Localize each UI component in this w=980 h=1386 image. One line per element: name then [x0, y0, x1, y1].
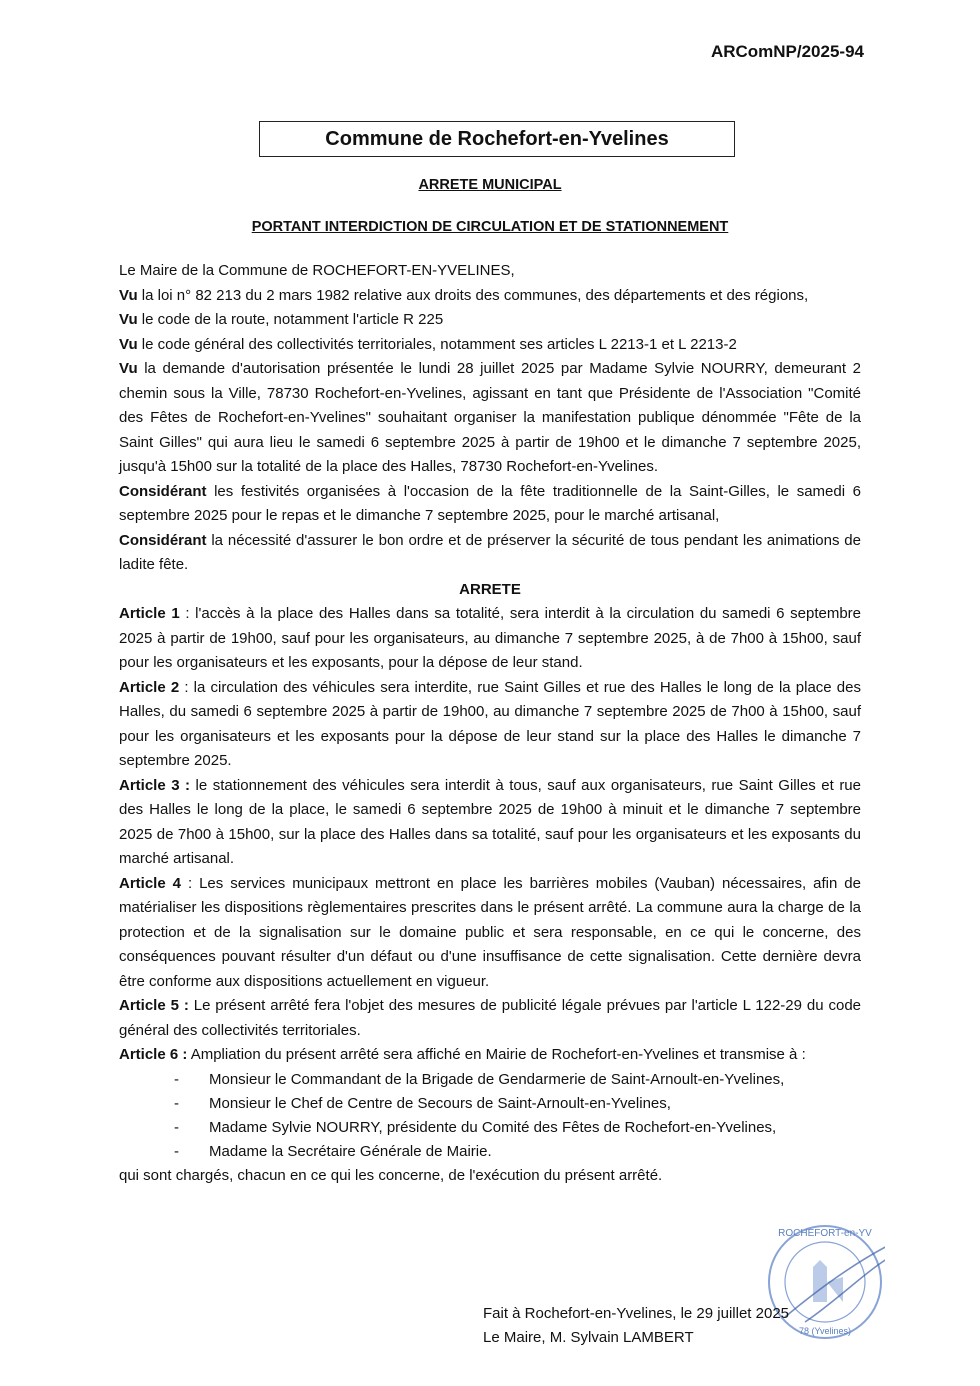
considerant-paragraph — [119, 480, 861, 529]
article-text: : la circulation des véhicules sera interdite, rue Saint Gilles et rue des Halles le long de la place des Halles, du samedi 6 septembre 2025 à partir de 19h00, au dimanche 7 septembre 2025 de 7h00 à 15h00, sauf pour les organisateurs et les exposants pour la dépose de leur stand sur la place des Halles le dimanche 7 septembre 2025. — [119, 678, 861, 769]
document-heading: ARRETE MUNICIPAL — [418, 177, 562, 193]
considerant-text: les festivités organisées à l'occasion de la fête traditionnelle de la Saint-Gilles, le samedi 6 septembre 2025 pour le repas et le dimanche 7 septembre 2025, pour le marché artisanal, — [119, 482, 861, 524]
recipients-list — [119, 1068, 861, 1164]
vu-paragraph — [119, 308, 861, 333]
vu-paragraph — [119, 333, 861, 358]
article-text: le stationnement des véhicules sera interdit à tous, sauf aux organisateurs, rue Saint Gilles et rue des Halles le long de la place, le samedi 6 septembre 2025 de 19h00 à minuit et le dimanche 7 septembre 2025 de 7h00 à 15h00, sur la place des Halles dans sa totalité, sauf pour les organisateurs et les exposants du marché artisanal. — [119, 776, 861, 867]
dash-bullet: - — [174, 1094, 179, 1112]
article-text: Ampliation du présent arrêté sera affiché en Mairie de Rochefort-en-Yvelines et transmise à : — [187, 1046, 806, 1063]
article-label: Article 2 — [119, 678, 180, 696]
commune-title-box: Commune de Rochefort-en-Yvelines — [259, 121, 735, 157]
closing-sentence: qui sont chargés, chacun en ce qui les concerne, de l'exécution du présent arrêté. — [119, 1166, 663, 1184]
article-1 — [119, 602, 861, 676]
recipient-text: Madame la Secrétaire Générale de Mairie. — [209, 1142, 492, 1160]
article-4 — [119, 872, 861, 995]
considerant-label: Considérant — [119, 482, 207, 500]
vu-label: Vu — [119, 335, 138, 353]
dash-bullet: - — [174, 1070, 179, 1088]
recipient-item — [119, 1140, 861, 1164]
svg-text:78 (Yvelines): 78 (Yvelines) — [798, 1326, 852, 1336]
article-2 — [119, 676, 861, 774]
vu-label: Vu — [119, 286, 138, 304]
vu-text: la demande d'autorisation présentée le lundi 28 juillet 2025 par Madame Sylvie NOURRY, demeurant 2 chemin sous la Ville, 78730 Rochefort-en-Yvelines, agissant en tant que Présidente de l'Association "Comité des Fêtes de Rochefort-en-Yvelines" souhaitant organiser la manifestation publique dénommée "Fête de la Saint Gilles" qui aura lieu le samedi 6 septembre 2025 à partir de 19h00 et le dimanche 7 septembre 2025, jusqu'à 15h00 sur la totalité de la place des Halles, 78730 Rochefort-en-Yvelines. — [119, 360, 861, 475]
considerant-text: la nécessité d'assurer le bon ordre et de préserver la sécurité de tous pendant les animations de ladite fête. — [119, 531, 861, 573]
article-text: : Les services municipaux mettront en place les barrières mobiles (Vauban) nécessaires, afin de matérialiser les dispositions règlementaires prescrites dans le présent arrêté. La commune aura la charge de la protection et de la signalisation sur le domaine public et sera responsable, en ce qui le concerne, des conséquences pouvant résulter d'un défaut ou d'une insuffisance de cette signalisation. Cette dernière devra être conforme aux dispositions actuellement en vigueur. — [119, 874, 861, 990]
vu-label: Vu — [119, 360, 138, 377]
signatory-name: Le Maire, M. Sylvain LAMBERT — [483, 1329, 694, 1346]
considerant-paragraph — [119, 529, 861, 578]
signature-block — [483, 1302, 789, 1350]
vu-text: le code de la route, notamment l'article R 225 — [137, 311, 444, 328]
article-label: Article 6 : — [119, 1046, 188, 1063]
vu-paragraph — [119, 284, 861, 309]
dash-bullet: - — [174, 1142, 179, 1160]
recipient-item — [119, 1092, 861, 1116]
article-label: Article 3 : — [119, 776, 191, 794]
recipient-item — [119, 1068, 861, 1092]
article-3 — [119, 774, 861, 872]
vu-paragraph — [119, 357, 861, 480]
article-5 — [119, 994, 861, 1043]
article-label: Article 1 — [119, 605, 180, 622]
vu-text: la loi n° 82 213 du 2 mars 1982 relative aux droits des communes, des départements et des régions, — [137, 286, 809, 304]
recipient-text: Monsieur le Chef de Centre de Secours de Saint-Arnoult-en-Yvelines, — [209, 1094, 671, 1112]
dash-bullet: - — [174, 1118, 179, 1136]
article-6 — [119, 1043, 861, 1068]
document-body — [119, 259, 861, 1188]
svg-text:ROCHEFORT-en-YV: ROCHEFORT-en-YV — [778, 1228, 872, 1239]
article-label: Article 5 : — [119, 997, 189, 1014]
preamble-intro: Le Maire de la Commune de ROCHEFORT-EN-YVELINES, — [119, 262, 515, 279]
recipient-text: Madame Sylvie NOURRY, présidente du Comité des Fêtes de Rochefort-en-Yvelines, — [209, 1118, 777, 1136]
arrete-heading: ARRETE — [459, 580, 521, 598]
document-reference: ARComNP/2025-94 — [710, 42, 864, 61]
document-subheading: PORTANT INTERDICTION DE CIRCULATION ET DE STATIONNEMENT — [251, 219, 729, 235]
considerant-label: Considérant — [119, 531, 207, 549]
recipient-text: Monsieur le Commandant de la Brigade de Gendarmerie de Saint-Arnoult-en-Yvelines, — [209, 1070, 785, 1088]
article-text: Le présent arrêté fera l'objet des mesures de publicité légale prévues par l'article L 122-29 du code général des collectivités territoriales. — [119, 997, 861, 1039]
signature-place-date: Fait à Rochefort-en-Yvelines, le 29 juillet 2025 — [483, 1305, 790, 1322]
recipient-item — [119, 1116, 861, 1140]
article-label: Article 4 — [119, 874, 181, 892]
vu-text: le code général des collectivités territoriales, notamment ses articles L 2213-1 et L 2213-2 — [137, 335, 737, 353]
article-text: : l'accès à la place des Halles dans sa totalité, sera interdit à la circulation du samedi 6 septembre 2025 à partir de 19h00, sauf pour les organisateurs, au dimanche 7 septembre 2025, à de 7h00 à 15h00, sauf pour les organisateurs et les exposants, pour la dépose de leur stand. — [119, 605, 862, 671]
vu-label: Vu — [119, 311, 138, 328]
